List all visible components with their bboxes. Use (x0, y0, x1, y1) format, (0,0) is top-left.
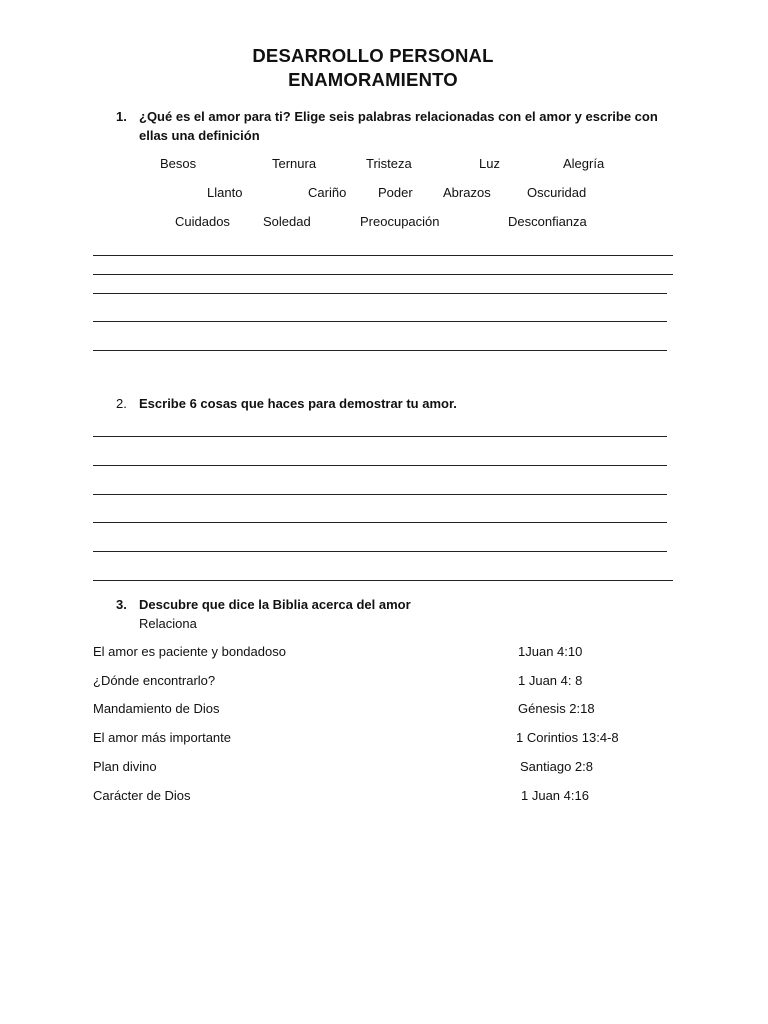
word-item: Poder (378, 185, 413, 200)
word-item: Luz (479, 156, 500, 171)
answer-line[interactable] (93, 274, 673, 275)
word-item: Alegría (563, 156, 605, 171)
answer-line[interactable] (93, 321, 667, 322)
word-item: Tristeza (366, 156, 412, 171)
answer-line[interactable] (93, 293, 667, 294)
question-1-number: 1. (116, 109, 127, 124)
answer-line[interactable] (93, 551, 667, 552)
word-item: Soledad (263, 214, 311, 229)
answer-line[interactable] (93, 465, 667, 466)
question-1-text-line1: ¿Qué es el amor para ti? Elige seis palabras relacionadas con el amor y escribe con (139, 109, 658, 124)
word-item: Cariño (308, 185, 347, 200)
match-left-item: Plan divino (93, 759, 157, 774)
word-item: Desconfianza (508, 214, 587, 229)
answer-line[interactable] (93, 255, 673, 256)
question-2-number: 2. (116, 396, 127, 411)
word-item: Oscuridad (527, 185, 587, 200)
answer-line[interactable] (93, 494, 667, 495)
match-left-item: Carácter de Dios (93, 788, 191, 803)
question-1-text-line2: ellas una definición (139, 128, 260, 143)
word-item: Llanto (207, 185, 243, 200)
match-right-item: Génesis 2:18 (518, 701, 595, 716)
question-3-subtext: Relaciona (139, 616, 197, 631)
word-item: Cuidados (175, 214, 230, 229)
page-title-line2: ENAMORAMIENTO (288, 69, 458, 90)
answer-line[interactable] (93, 580, 673, 581)
question-3-number: 3. (116, 597, 127, 612)
question-3-text: Descubre que dice la Biblia acerca del amor (139, 597, 411, 612)
match-left-item: Mandamiento de Dios (93, 701, 220, 716)
match-left-item: El amor es paciente y bondadoso (93, 644, 286, 659)
answer-line[interactable] (93, 522, 667, 523)
word-item: Preocupación (360, 214, 440, 229)
match-right-item: Santiago 2:8 (520, 759, 594, 774)
word-item: Abrazos (443, 185, 491, 200)
match-left-item: El amor más importante (93, 730, 231, 745)
word-item: Besos (160, 156, 197, 171)
answer-line[interactable] (93, 350, 667, 351)
question-2-text: Escribe 6 cosas que haces para demostrar tu amor. (139, 396, 457, 411)
match-right-item: 1 Corintios 13:4-8 (516, 730, 619, 745)
match-left-item: ¿Dónde encontrarlo? (93, 673, 216, 688)
word-item: Ternura (272, 156, 317, 171)
answer-line[interactable] (93, 436, 667, 437)
match-right-item: 1 Juan 4: 8 (518, 673, 583, 688)
match-right-item: 1Juan 4:10 (518, 644, 583, 659)
page-title-line1: DESARROLLO PERSONAL (252, 45, 494, 66)
match-right-item: 1 Juan 4:16 (521, 788, 589, 803)
